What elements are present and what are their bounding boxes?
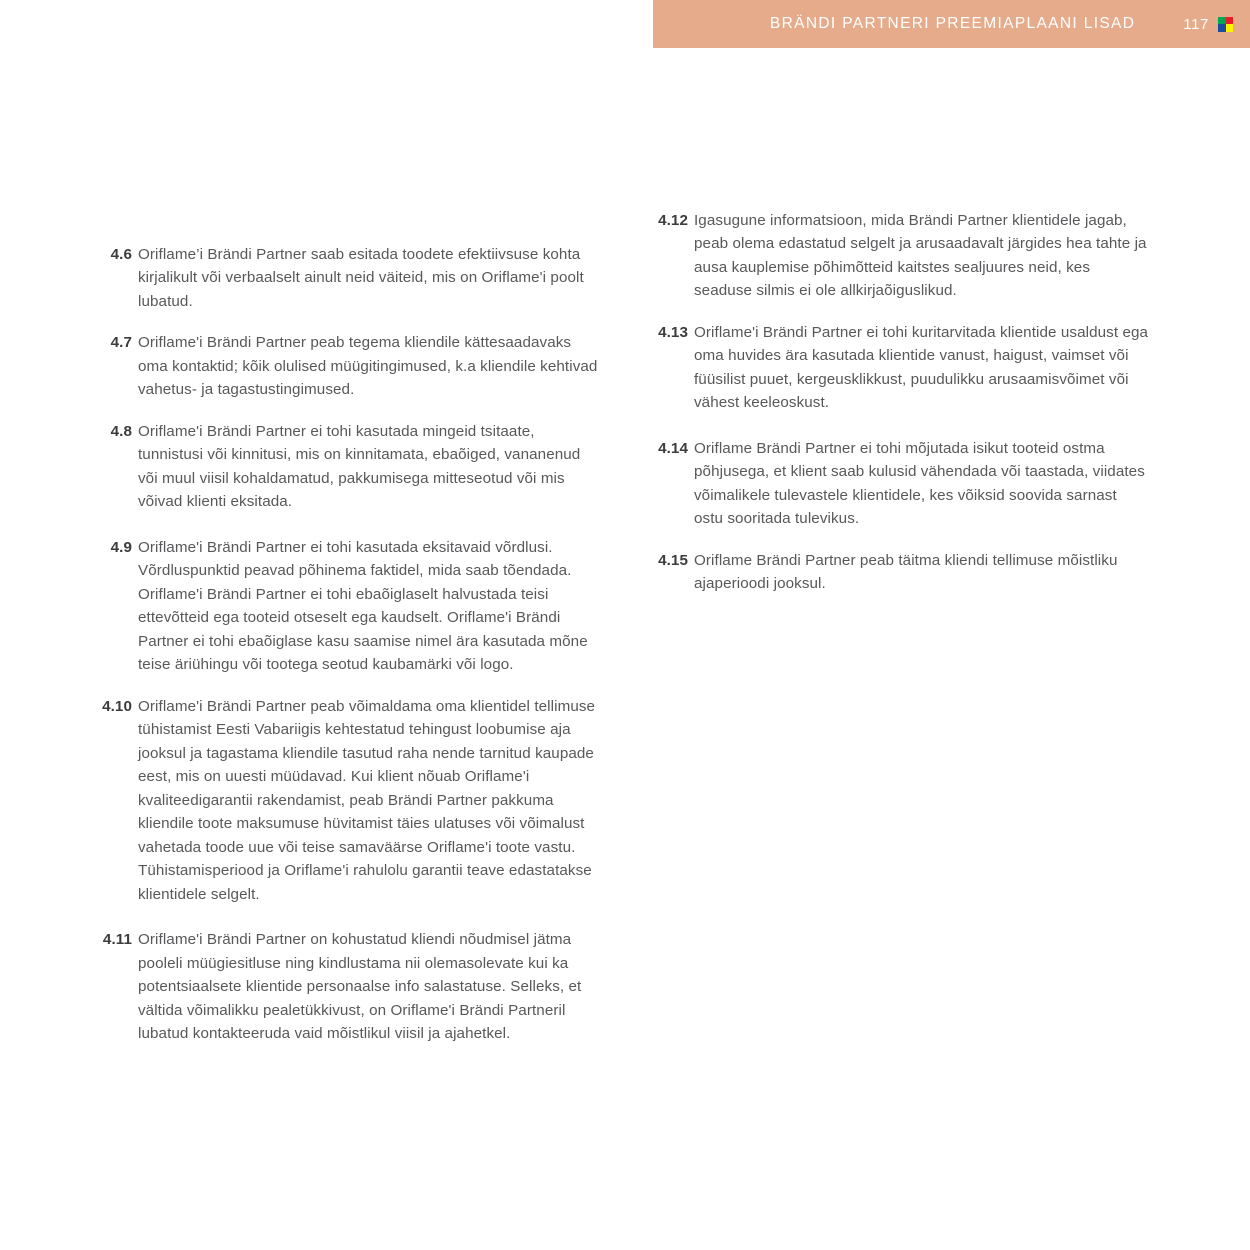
clause-number: 4.14	[658, 439, 688, 457]
logo-square-bottom-right	[1226, 24, 1234, 32]
clause-text: Oriflame'i Brändi Partner ei tohi kuritarvitada klientide usaldust ega oma huvides ära kasutada klientide vanust, haigust, vaimset või füüsilist puuet, kergeusklikkust, puudulikku arusaamisvõimet või vähest keeleoskust.	[694, 323, 1149, 412]
clause-text: Oriflame Brändi Partner ei tohi mõjutada isikut tooteid ostma põhjusega, et klient saab kulusid vähendada või taastada, viidates võimalikele tulevastele klientidele, kes võiksid soovida sarnast ostu sooritada tulevikus.	[694, 439, 1145, 528]
logo-square-top-right	[1226, 17, 1234, 25]
four-square-logo-icon	[1218, 17, 1233, 32]
clause-number: 4.6	[110, 246, 132, 263]
clause-number: 4.13	[658, 323, 688, 341]
page-header-title: BRÄNDI PARTNERI PREEMIAPLAANI LISAD	[769, 15, 1136, 32]
clause-text: Oriflame'i Brändi Partner peab tegema kliendile kättesaadavaks oma kontaktid; kõik olulised müügitingimused, k.a kliendile kehtivad vahetus- ja tagastustingimused.	[138, 334, 598, 399]
clause-4-10	[100, 695, 600, 906]
clause-4-7	[100, 331, 600, 401]
clause-text: Oriflame'i Brändi Partner ei tohi kasutada mingeid tsitaate, tunnistusi või kinnitusi, mis on kinnitamata, ebaõiged, vananenud või muul viisil kohaldamatud, pakkumisega mitteseotud või mis võivad klienti eksitada.	[138, 422, 581, 511]
clause-text: Igasugune informatsioon, mida Brändi Partner klientidele jagab, peab olema edastatud selgelt ja arusaadavalt järgides hea tahte ja ausa kauplemise põhimõtteid kaitstes sealjuures neid, kes seaduse silmis ei ole allkirjaõiguslikud.	[694, 212, 1147, 300]
clause-4-8	[100, 420, 600, 514]
clause-number: 4.15	[658, 551, 688, 569]
clause-text: Oriflame’i Brändi Partner saab esitada toodete efektiivsuse kohta kirjalikult või verbaalselt ainult neid väiteid, mis on Oriflame'i poolt lubatud.	[138, 246, 584, 310]
right-text-column	[650, 209, 1150, 614]
clause-number: 4.7	[110, 334, 132, 352]
clause-number: 4.8	[110, 422, 132, 440]
logo-square-bottom-left	[1218, 24, 1226, 32]
clause-number: 4.10	[102, 697, 132, 715]
clause-4-12	[650, 209, 1150, 303]
clause-number: 4.9	[110, 538, 132, 556]
clause-number: 4.12	[658, 212, 688, 229]
clause-4-13	[650, 321, 1150, 415]
clause-4-14	[650, 437, 1150, 531]
clause-text: Oriflame'i Brändi Partner peab võimaldama oma klientidel tellimuse tühistamist Eesti Vabariigis kehtestatud tehingust loobumise aja jooksul ja tagastama kliendile tasutud raha nende tarnitud kaupade eest, mis on uuesti müüdavad. Kui klient nõuab Oriflame'i kvaliteedigarantii rakendamist, peab Brändi Partner pakkuma kliendile toote maksumuse hüvitamist täies ulatuses või võimalust vahetada toode uue või teise samaväärse Oriflame'i toote vastu. Tühistamisperiood ja Oriflame'i rahulolu garantii teave edastatakse klientidele selgelt.	[138, 697, 596, 903]
clause-4-6	[100, 243, 600, 313]
clause-4-11	[100, 928, 600, 1045]
clause-text: Oriflame'i Brändi Partner on kohustatud kliendi nõudmisel jätma pooleli müügiesitluse ning kindlustama nii olemasolevate kui ka potentsiaalsete klientide personaalse info salastatuse. Selleks, et vältida võimalikku pealetükkivust, on Oriflame'i Brändi Partneril lubatud kontakteeruda vaid mõistlikul viisil ja ajahetkel.	[138, 931, 582, 1043]
page-header-band	[653, 0, 1250, 48]
clause-number: 4.11	[102, 931, 132, 949]
page-number: 117	[1183, 15, 1209, 33]
clause-text: Oriflame Brändi Partner peab täitma kliendi tellimuse mõistliku ajaperioodi jooksul.	[694, 551, 1118, 593]
clause-4-15	[650, 549, 1150, 596]
logo-square-top-left	[1218, 17, 1226, 25]
clause-4-9	[100, 536, 600, 677]
clause-text: Oriflame'i Brändi Partner ei tohi kasutada eksitavaid võrdlusi. Võrdluspunktid peavad põhinema faktidel, mida saab tõendada. Oriflame'i Brändi Partner ei tohi ebaõiglaselt halvustada teisi ettevõtteid ega tooteid otseselt ega kaudselt. Oriflame'i Brändi Partner ei tohi ebaõiglase kasu saamise nimel ära kasutada mõne teise äriühingu või tootega seotud kaubamärki või logo.	[138, 538, 588, 674]
left-text-column	[100, 243, 600, 1064]
